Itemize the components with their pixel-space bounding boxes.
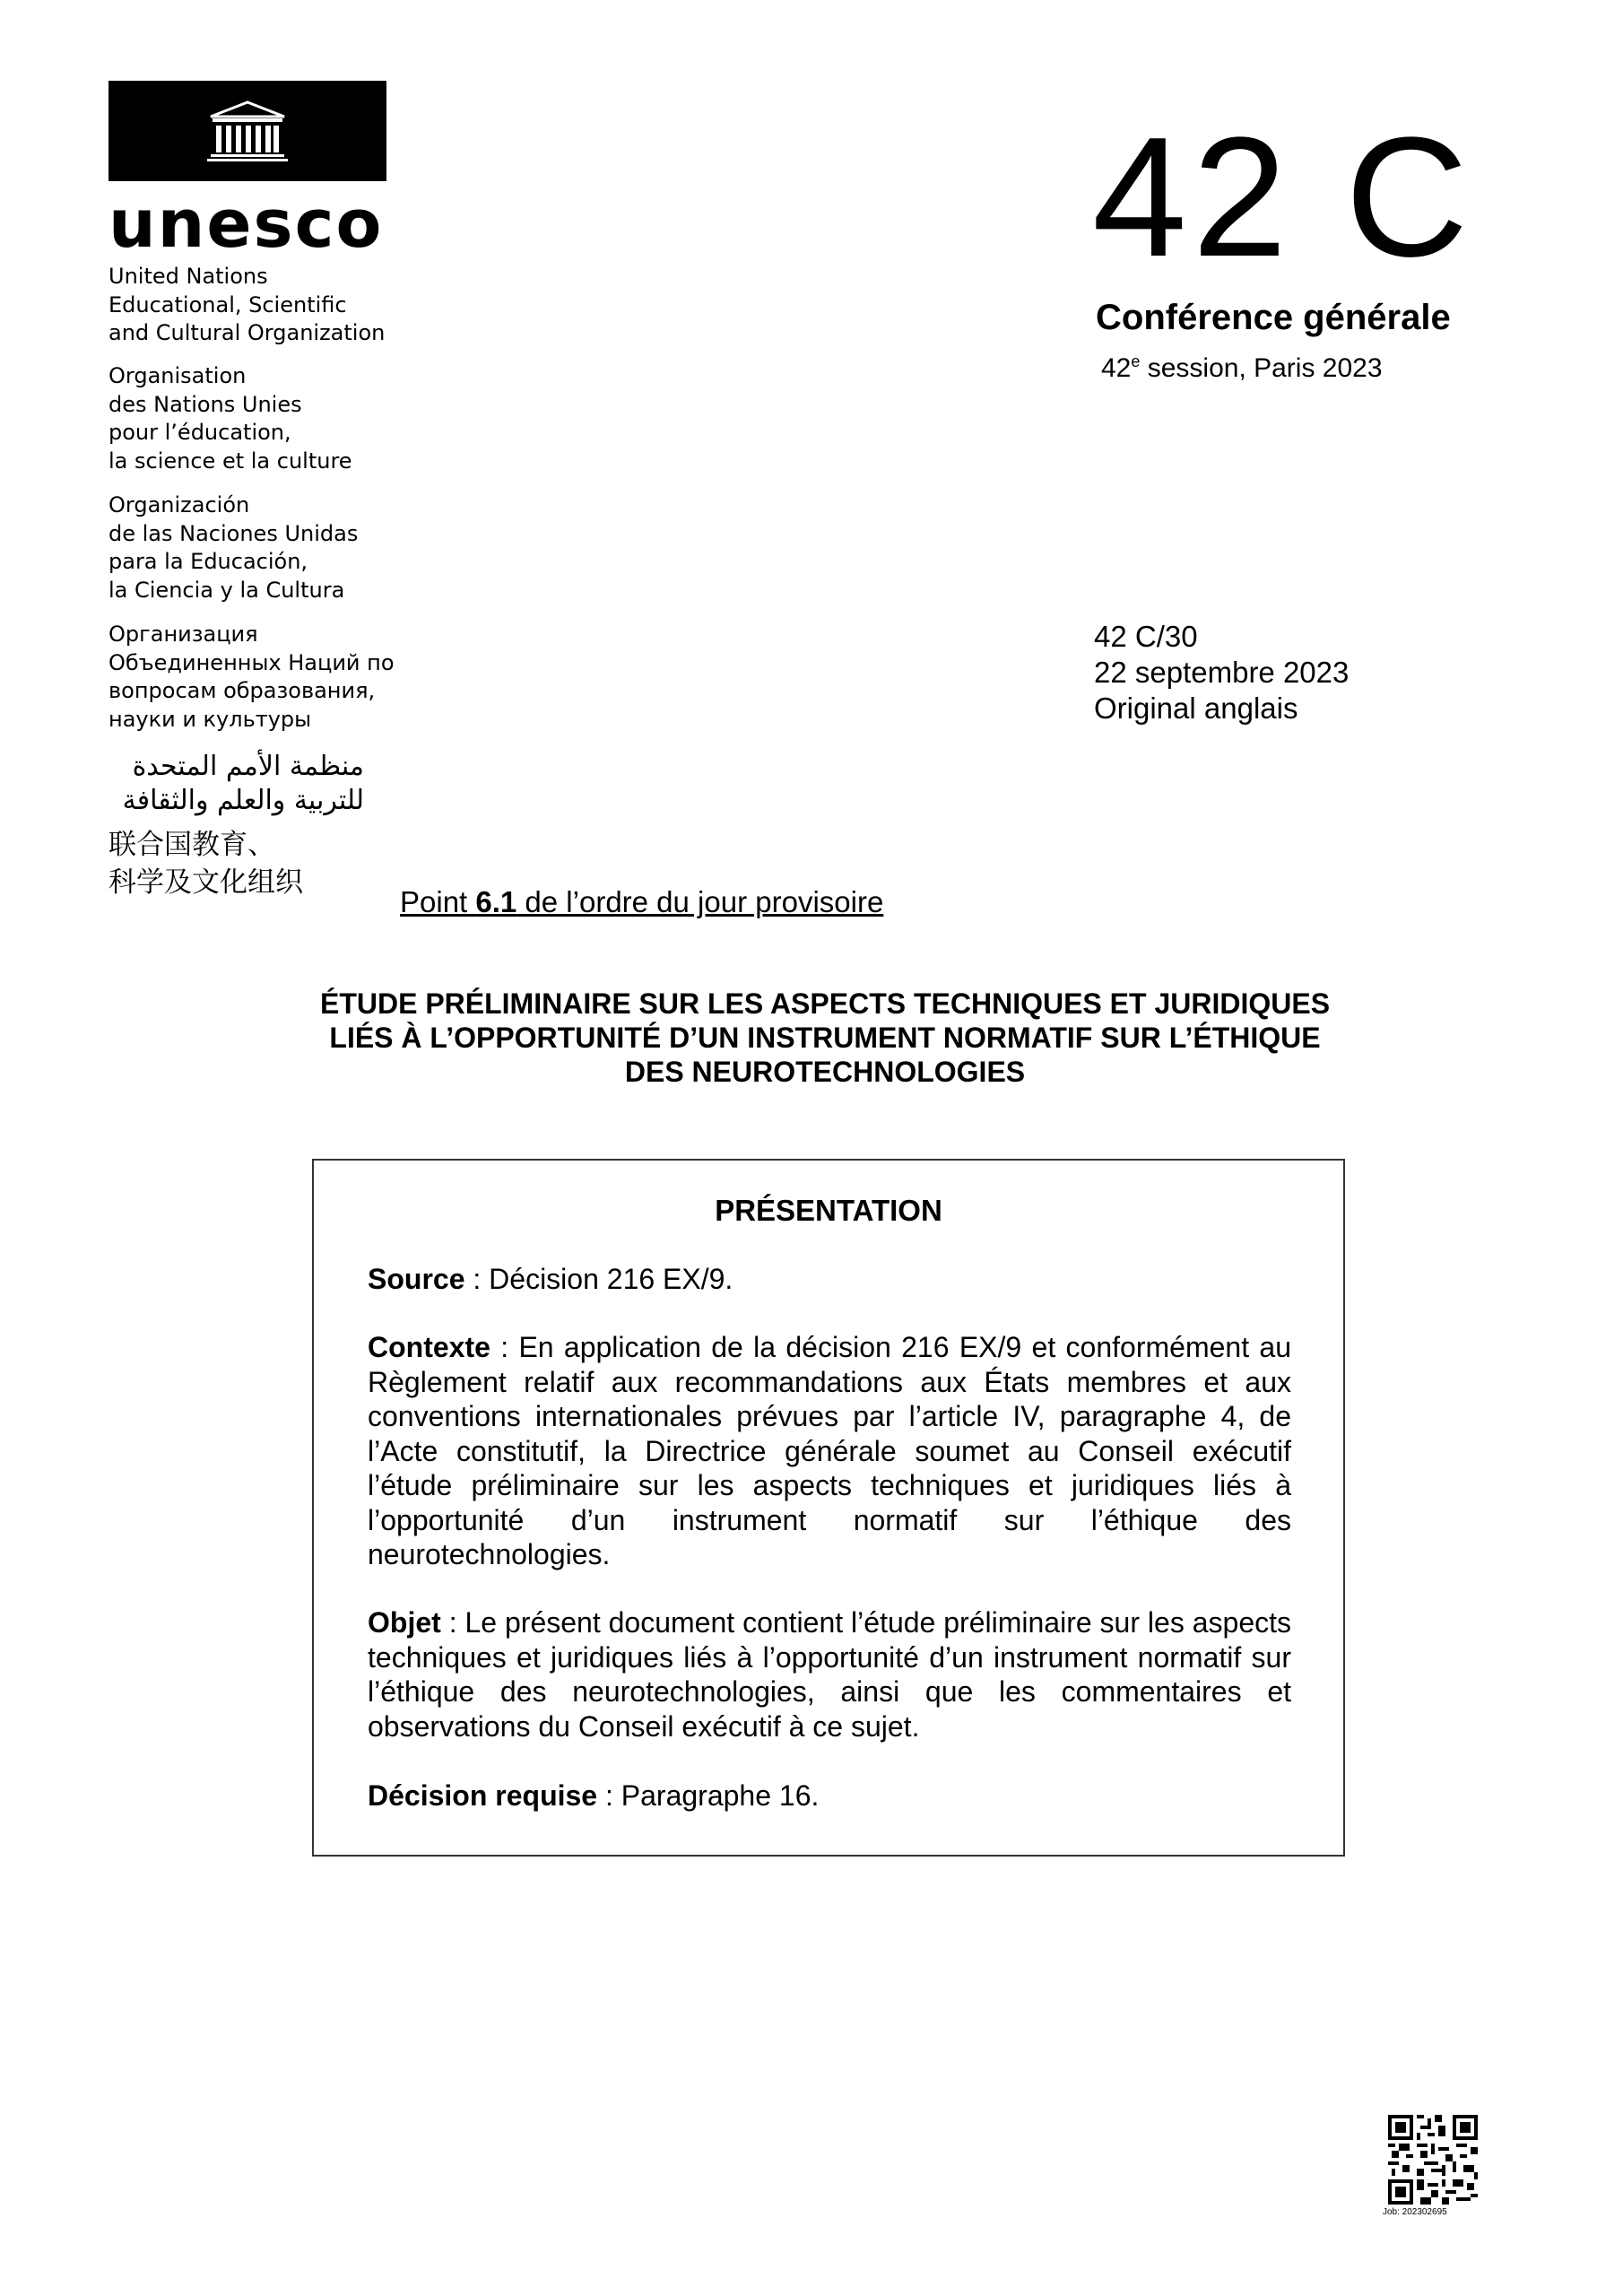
session-code: 42 C [1092, 102, 1474, 292]
qr-code-icon [1388, 2115, 1478, 2205]
document-date: 22 septembre 2023 [1094, 656, 1350, 689]
org-name-arabic: منظمة الأمم المتحدة للتربية والعلم والثقافة [122, 751, 364, 816]
org-name-spanish: Organización de las Naciones Unidas para la Educación, la Ciencia y la Cultura [108, 492, 359, 603]
temple-icon [207, 100, 288, 163]
unesco-emblem [108, 81, 386, 181]
presentation-heading: PRÉSENTATION [715, 1194, 942, 1227]
job-number: Job: 202302695 [1383, 2207, 1447, 2217]
document-title: ÉTUDE PRÉLIMINAIRE SUR LES ASPECTS TECHNIQUES ET JURIDIQUES LIÉS À L’OPPORTUNITÉ D’UN INSTRUMENT NORMATIF SUR L’ÉTHIQUE DES NEUROTECHNOLOGIES [319, 987, 1331, 1088]
agenda-item: Point 6.1 de l’ordre du jour provisoire [400, 885, 884, 918]
source-paragraph: Source : Décision 216 EX/9. [368, 1263, 733, 1295]
decision-paragraph: Décision requise : Paragraphe 16. [368, 1779, 820, 1812]
org-name-russian: Организация Объединенных Наций по вопросам образования, науки и культуры [108, 622, 395, 732]
objet-paragraph: Objet : Le présent document contient l’étude préliminaire sur les aspects techniques et juridiques liés à l’opportunité d’un instrument normatif sur l’éthique des neurotechnologies, ainsi que les commentaires et observations du Conseil exécutif à ce sujet. [368, 1606, 1291, 1743]
document-reference: 42 C/30 [1094, 620, 1198, 653]
conference-title: Conférence générale [1096, 298, 1451, 337]
org-name-chinese: 联合国教育、 科学及文化组织 [108, 829, 303, 899]
document-language: Original anglais [1094, 691, 1298, 725]
session-subtitle: 42e session, Paris 2023 [1101, 352, 1383, 383]
unesco-wordmark: unesco [108, 186, 384, 263]
org-name-english: United Nations Educational, Scientific and Cultural Organization [108, 264, 386, 345]
context-paragraph: Contexte : En application de la décision 216 EX/9 et conformément au Règlement relatif aux recommandations aux États membres et aux conventions internationales prévues par l’article IV, paragraphe 4, de l’Acte constitutif, la Directrice générale soumet au Conseil exécutif l’étude préliminaire sur les aspects techniques et juridiques liés à l’opportunité d’un instrument normatif sur l’éthique des neurotechnologies. [368, 1331, 1291, 1570]
org-name-french: Organisation des Nations Unies pour l’éducation, la science et la culture [108, 363, 352, 474]
